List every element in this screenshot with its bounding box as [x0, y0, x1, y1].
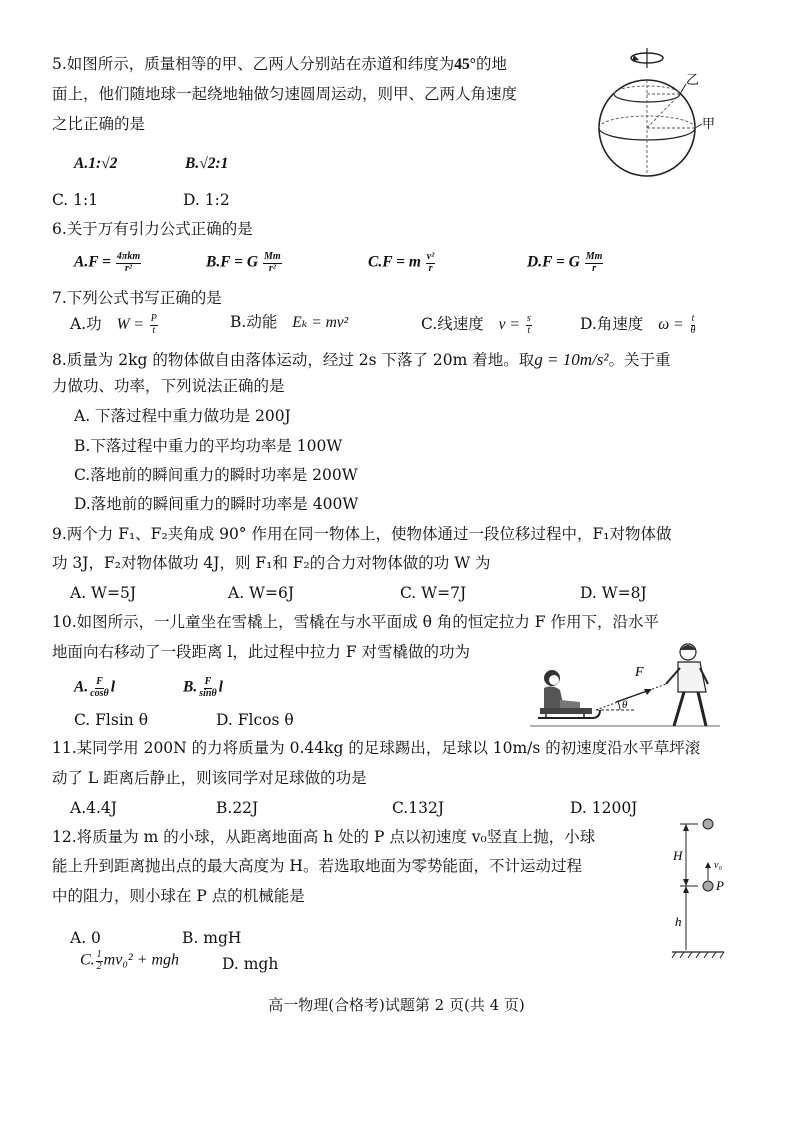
q7-d-prefix: D.角速度 [580, 315, 644, 333]
label-h: h [675, 914, 682, 929]
q10-line2: 地面向右移动了一段距离 l，此过程中拉力 F 对雪橇做的功为 [52, 643, 470, 661]
q8-line1 [52, 350, 670, 370]
q10-b-post: l [218, 678, 223, 696]
globe-label-yi: 乙 [686, 73, 700, 88]
q9-option-c: C. W=7J [400, 584, 467, 602]
q9-option-a: A. W=5J [70, 584, 137, 602]
q10-b-num: F [204, 676, 212, 687]
q10-a-fraction [89, 677, 110, 699]
q11-line2: 动了 L 距离后静止，则该同学对足球做的功是 [52, 769, 367, 787]
q11-option-d: D. 1200J [570, 799, 638, 817]
q10-a-prefix: A. [74, 678, 89, 696]
q6-option-b [206, 252, 283, 274]
q7-d-num: t [691, 313, 695, 324]
q12-option-a: A. 0 [70, 929, 101, 947]
q10-a-post: l [110, 678, 116, 696]
q7-d-den: θ [690, 324, 696, 336]
q12-c-post: mv₀² + mgh [103, 951, 180, 969]
q8-option-b: B.下落过程中重力的平均功率是 100W [74, 437, 343, 455]
q5-option-a: A.1:√2 [74, 155, 118, 172]
q6-a-den: r² [125, 262, 132, 274]
q10-a-den: cosθ [90, 687, 109, 699]
label-v0: v₀ [714, 860, 722, 871]
label-H: H [673, 848, 683, 863]
q12-c-fraction [96, 950, 103, 972]
q12-option-b: B. mgH [182, 929, 242, 947]
q6-b-num: Mm [263, 251, 281, 262]
q11-option-b: B.22J [216, 799, 259, 817]
q8-option-a: A. 下落过程中重力做功是 200J [74, 407, 291, 425]
q5-line3: 之比正确的是 [52, 115, 146, 133]
globe-figure [592, 44, 722, 184]
q6-b-fraction [263, 252, 282, 274]
q6-c-prefix: C.F = m [368, 253, 421, 271]
q12-line3: 中的阻力，则小球在 P 点的机械能是 [52, 887, 305, 905]
q6-d-prefix: D.F = G [527, 253, 580, 271]
q5-option-b: B.√2:1 [185, 155, 229, 172]
q12-c-den: 2 [96, 960, 102, 972]
q5-option-c: C. 1:1 [52, 191, 99, 209]
q7-a-den: t [152, 324, 156, 336]
q12-option-c [80, 950, 179, 972]
q8-g-value: g = 10m/s² [534, 350, 609, 369]
sled-figure [530, 640, 720, 732]
q5-line1 [52, 56, 507, 74]
q11-option-a: A.4.4J [70, 799, 117, 817]
q5-line2: 面上，他们随地球一起绕地轴做匀速圆周运动，则甲、乙两人角速度 [52, 85, 518, 103]
q10-a-num: F [96, 676, 103, 687]
q7-c-num: s [526, 313, 531, 324]
q5-option-d: D. 1:2 [183, 191, 230, 209]
q10-b-prefix: B. [183, 678, 198, 696]
q10-b-den: sinθ [199, 687, 217, 699]
globe-label-jia: 甲 [702, 117, 716, 132]
q6-d-den: r [592, 262, 597, 274]
q6-b-den: r² [268, 262, 276, 274]
q6-b-prefix: B.F = G [206, 253, 259, 271]
label-P: P [716, 878, 724, 893]
q6-stem: 6.关于万有引力公式正确的是 [52, 220, 253, 238]
q5-line1-end: 的地 [476, 55, 508, 73]
q8-option-c: C.落地前的瞬间重力的瞬时功率是 200W [74, 466, 358, 484]
q6-a-prefix: A.F = [74, 253, 111, 271]
q5-line1-text: 5.如图所示，质量相等的甲、乙两人分别站在赤道和纬度为 [52, 55, 455, 73]
q7-stem: 7.下列公式书写正确的是 [52, 289, 222, 307]
q7-option-c [421, 314, 533, 336]
q7-a-fraction [150, 314, 158, 336]
q6-d-num: Mm [585, 251, 603, 262]
q10-b-fraction [198, 677, 217, 699]
projectile-figure [662, 812, 732, 962]
q6-option-d [527, 252, 604, 274]
q7-c-eq: v = [498, 316, 520, 333]
q6-c-num: v² [426, 251, 435, 262]
q11-line1: 11.某同学用 200N 的力将质量为 0.44kg 的足球踢出，足球以 10m/s 的初速度沿水平草坪滚 [52, 739, 701, 757]
q7-c-fraction [526, 314, 532, 336]
q12-line1: 12.将质量为 m 的小球，从距离地面高 h 处的 P 点以初速度 v₀竖直上抛，小球 [52, 828, 596, 846]
q6-c-den: r [428, 262, 433, 274]
sled-angle-label: θ [622, 699, 628, 711]
q7-a-num: P [150, 313, 157, 324]
q6-option-c [368, 252, 436, 274]
q6-d-fraction [585, 252, 604, 274]
q7-b-eq: Eₖ = mv² [292, 314, 349, 331]
q7-option-d [580, 314, 697, 336]
q8-line1-text: 8.质量为 2kg 的物体做自由落体运动，经过 2s 下落了 20m 着地。取 [52, 351, 535, 369]
q7-a-eq: W = [116, 316, 144, 333]
q9-line2: 功 3J，F₂对物体做功 4J，则 F₁和 F₂的合力对物体做的功 W 为 [52, 554, 491, 572]
q11-option-c: C.132J [392, 799, 445, 817]
q7-option-a [70, 314, 159, 336]
q12-option-d: D. mgh [222, 955, 279, 973]
q7-d-eq: ω = [658, 316, 684, 333]
q10-option-b [183, 677, 223, 699]
q8-line2: 力做功、功率，下列说法正确的是 [52, 377, 285, 395]
q6-a-fraction [116, 252, 141, 274]
q7-c-den: t [527, 324, 531, 336]
q9-line1: 9.两个力 F₁、F₂夹角成 90° 作用在同一物体上，使物体通过一段位移过程中，F₁对物体做 [52, 525, 672, 543]
q7-d-fraction [689, 314, 696, 336]
q12-c-num: 1 [96, 949, 102, 960]
q12-c-prefix: C. [80, 951, 95, 969]
q10-option-c: C. Flsin θ [74, 711, 149, 729]
q7-c-prefix: C.线速度 [421, 315, 484, 333]
q10-option-a [74, 677, 115, 699]
q8-option-d: D.落地前的瞬间重力的瞬时功率是 400W [74, 495, 359, 513]
q10-line1: 10.如图所示，一儿童坐在雪橇上，雪橇在与水平面成 θ 角的恒定拉力 F 作用下，沿水平 [52, 613, 659, 631]
q7-option-b [230, 314, 348, 332]
q7-b-prefix: B.动能 [230, 313, 278, 331]
q12-line2: 能上升到距离抛出点的最大高度为 H。若选取地面为零势能面，不计运动过程 [52, 857, 582, 875]
q7-a-prefix: A.功 [70, 315, 102, 333]
q9-option-d: D. W=8J [580, 584, 647, 602]
q6-option-a [74, 252, 142, 274]
page-footer: 高一物理(合格考)试题第 2 页(共 4 页) [268, 996, 525, 1014]
sled-force-label: F [635, 665, 644, 680]
q8-line1-end: 。关于重 [608, 351, 671, 369]
q10-option-d: D. Flcos θ [216, 711, 294, 729]
q5-degree: 45° [454, 56, 476, 73]
q6-c-fraction [426, 252, 435, 274]
q9-option-b: A. W=6J [228, 584, 295, 602]
q6-a-num: 4πkm [116, 251, 141, 262]
